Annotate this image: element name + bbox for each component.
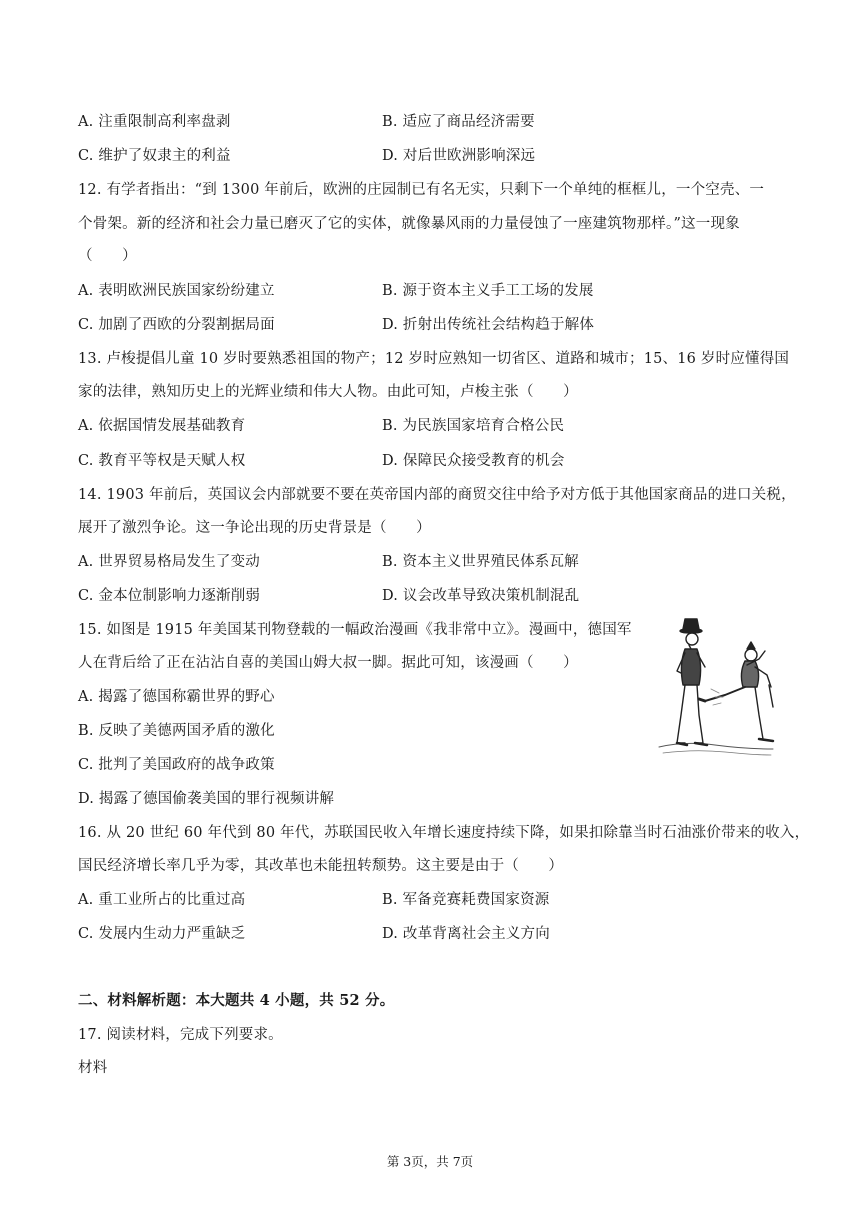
q16-option-a: A. 重工业所占的比重过高 [78, 892, 246, 908]
q14-option-a: A. 世界贸易格局发生了变动 [78, 554, 260, 570]
q14-stem-line1: 14. 1903 年前后，英国议会内部就要不要在英帝国内部的商贸交往中给予对方低于其他国家商品的进口关税， [78, 487, 796, 503]
q12-stem-line2: 个骨架。新的经济和社会力量已磨灭了它的实体，就像暴风雨的力量侵蚀了一座建筑物那样。”这一现象 [78, 216, 740, 232]
q14-stem-line2: 展开了激烈争论。这一争论出现的历史背景是（ ） [78, 520, 431, 536]
political-cartoon-image [655, 615, 777, 760]
q15-stem-line2: 人在背后给了正在沾沾自喜的美国山姆大叔一脚。据此可知，该漫画（ ） [78, 655, 578, 671]
q15-option-d: D. 揭露了德国偷袭美国的罪行视频讲解 [78, 791, 335, 807]
q14-option-b: B. 资本主义世界殖民体系瓦解 [382, 554, 579, 570]
q12-stem-line3: （ ） [78, 248, 137, 264]
q15-option-a: A. 揭露了德国称霸世界的野心 [78, 689, 275, 705]
q11-option-b: B. 适应了商品经济需要 [382, 114, 535, 130]
q11-option-a: A. 注重限制高利率盘剥 [78, 114, 231, 130]
q13-option-b: B. 为民族国家培育合格公民 [382, 418, 565, 434]
q13-stem-line2: 家的法律，熟知历史上的光辉业绩和伟大人物。由此可知，卢梭主张（ ） [78, 384, 578, 400]
q12-option-a: A. 表明欧洲民族国家纷纷建立 [78, 283, 275, 299]
q13-option-a: A. 依据国情发展基础教育 [78, 418, 246, 434]
q12-option-b: B. 源于资本主义手工工场的发展 [382, 283, 594, 299]
q11-option-c: C. 维护了奴隶主的利益 [78, 148, 231, 164]
q11-option-d: D. 对后世欧洲影响深远 [382, 148, 536, 164]
q13-option-c: C. 教育平等权是天赋人权 [78, 453, 246, 469]
q16-option-c: C. 发展内生动力严重缺乏 [78, 926, 246, 942]
material-label: 材料 [78, 1060, 108, 1076]
page-footer: 第 3页，共 7页 [386, 1154, 474, 1169]
q16-option-b: B. 军备竞赛耗费国家资源 [382, 892, 550, 908]
q16-stem-line1: 16. 从 20 世纪 60 年代到 80 年代，苏联国民收入年增长速度持续下降，如果扣除靠当时石油涨价带来的收入， [78, 825, 810, 841]
q15-stem-line1: 15. 如图是 1915 年美国某刊物登载的一幅政治漫画《我非常中立》。漫画中，德国军 [78, 622, 632, 638]
q13-option-d: D. 保障民众接受教育的机会 [382, 453, 565, 469]
section-heading: 二、材料解析题：本大题共 4 小题，共 52 分。 [78, 992, 395, 1009]
q13-stem-line1: 13. 卢梭提倡儿童 10 岁时要熟悉祖国的物产；12 岁时应熟知一切省区、道路和城市；15、16 岁时应懂得国 [78, 351, 790, 367]
q12-option-c: C. 加剧了西欧的分裂割据局面 [78, 317, 275, 333]
q15-option-c: C. 批判了美国政府的战争政策 [78, 757, 275, 773]
q17-stem: 17. 阅读材料，完成下列要求。 [78, 1027, 283, 1043]
q14-option-c: C. 金本位制影响力逐渐削弱 [78, 588, 261, 604]
q16-option-d: D. 改革背离社会主义方向 [382, 926, 550, 942]
q12-stem-line1: 12. 有学者指出：“到 1300 年前后，欧洲的庄园制已有名无实，只剩下一个单纯的框框儿，一个空壳、一 [78, 182, 765, 198]
q16-stem-line2: 国民经济增长率几乎为零，其改革也未能扭转颓势。这主要是由于（ ） [78, 858, 564, 874]
q12-option-d: D. 折射出传统社会结构趋于解体 [382, 317, 595, 333]
q15-option-b: B. 反映了美德两国矛盾的激化 [78, 723, 275, 739]
q14-option-d: D. 议会改革导致决策机制混乱 [382, 588, 580, 604]
